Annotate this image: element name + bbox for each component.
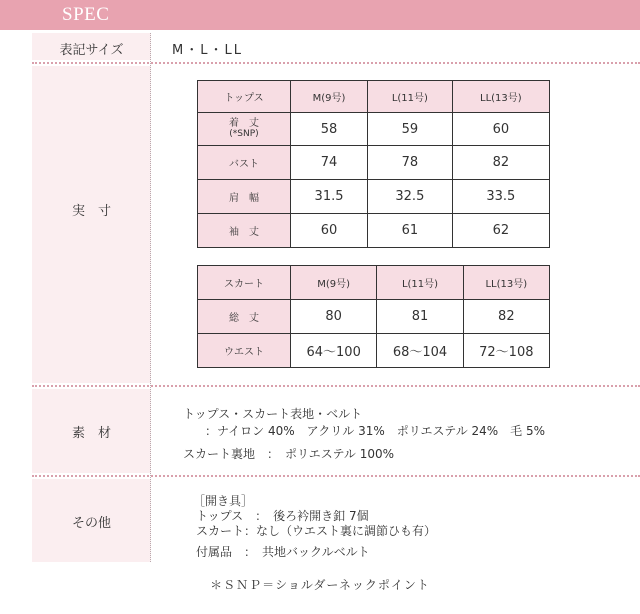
tops-table — [197, 80, 550, 248]
skirt-cell: 68〜104 — [377, 334, 463, 368]
material-label: 素 材 — [71, 426, 111, 441]
tops-header-cell: トップス — [198, 81, 291, 113]
tops-cell: 31.5 — [291, 180, 368, 214]
tops-cell: 60 — [291, 214, 368, 248]
tops-header-cell: L(11号) — [368, 81, 453, 113]
tops-header-cell: M(9号) — [291, 81, 368, 113]
material-line: トップス・スカート表地・ベルト — [183, 407, 363, 421]
tops-header-cell: LL(13号) — [452, 81, 549, 113]
other-line: ［開き具］ — [193, 494, 254, 508]
skirt-header-cell: スカート — [198, 266, 291, 300]
skirt-table — [197, 265, 550, 368]
other-line: スカート：なし（ウエスト裏に調節ひも有） — [196, 524, 437, 538]
tops-row-label-sub: (*SNP) — [229, 129, 259, 139]
skirt-header-row — [198, 266, 550, 300]
tops-cell: 82 — [452, 146, 549, 180]
other-label: その他 — [71, 516, 111, 531]
skirt-cell: 81 — [377, 300, 463, 334]
material-label-cell — [32, 389, 151, 473]
skirt-cell: 80 — [291, 300, 377, 334]
tops-row-label: 袖 丈 — [198, 214, 291, 248]
skirt-cell: 82 — [463, 300, 549, 334]
measure-label: 実 寸 — [71, 204, 111, 219]
tops-cell: 61 — [368, 214, 453, 248]
material-line: ：ナイロン 40% アクリル 31% ポリエステル 24% 毛 5% — [205, 424, 546, 438]
tops-row-label: バスト — [198, 146, 291, 180]
skirt-cell: 64〜100 — [291, 334, 377, 368]
tops-row — [198, 146, 550, 180]
skirt-row-label: 総 丈 — [198, 300, 291, 334]
tops-row — [198, 214, 550, 248]
size-label-cell — [32, 33, 151, 60]
skirt-header-cell: L(11号) — [377, 266, 463, 300]
tops-cell: 58 — [291, 113, 368, 146]
tops-cell: 62 — [452, 214, 549, 248]
tops-cell: 59 — [368, 113, 453, 146]
tops-row — [198, 113, 550, 146]
tops-row-label-main: 着 丈 — [229, 118, 259, 129]
skirt-cell: 72〜108 — [463, 334, 549, 368]
material-line: スカート裏地 ： ポリエステル 100% — [183, 447, 395, 461]
tops-cell: 33.5 — [452, 180, 549, 214]
other-label-cell — [32, 479, 151, 562]
row-divider — [32, 475, 640, 477]
skirt-row — [198, 334, 550, 368]
skirt-header-cell: LL(13号) — [463, 266, 549, 300]
tops-cell: 60 — [452, 113, 549, 146]
row-divider — [32, 62, 640, 64]
column-divider — [150, 33, 151, 562]
tops-row-label: 肩 幅 — [198, 180, 291, 214]
row-divider — [32, 385, 640, 387]
size-label: 表記サイズ — [59, 43, 124, 58]
other-line: 付属品 ： 共地バックルベルト — [196, 545, 370, 559]
skirt-row-label: ウエスト — [198, 334, 291, 368]
spec-banner — [0, 0, 640, 30]
tops-header-row — [198, 81, 550, 113]
snp-footnote: ＊ＳＮＰ＝ショルダーネックポイント — [210, 578, 430, 592]
other-line: トップス ： 後ろ衿開き釦 7個 — [196, 509, 369, 523]
skirt-header-cell: M(9号) — [291, 266, 377, 300]
tops-cell: 32.5 — [368, 180, 453, 214]
tops-row-label — [198, 113, 291, 146]
measure-label-cell — [32, 66, 151, 383]
tops-row — [198, 180, 550, 214]
spec-title: SPEC — [62, 4, 110, 25]
tops-cell: 74 — [291, 146, 368, 180]
tops-cell: 78 — [368, 146, 453, 180]
skirt-row — [198, 300, 550, 334]
size-list: M・L・LL — [172, 43, 243, 58]
